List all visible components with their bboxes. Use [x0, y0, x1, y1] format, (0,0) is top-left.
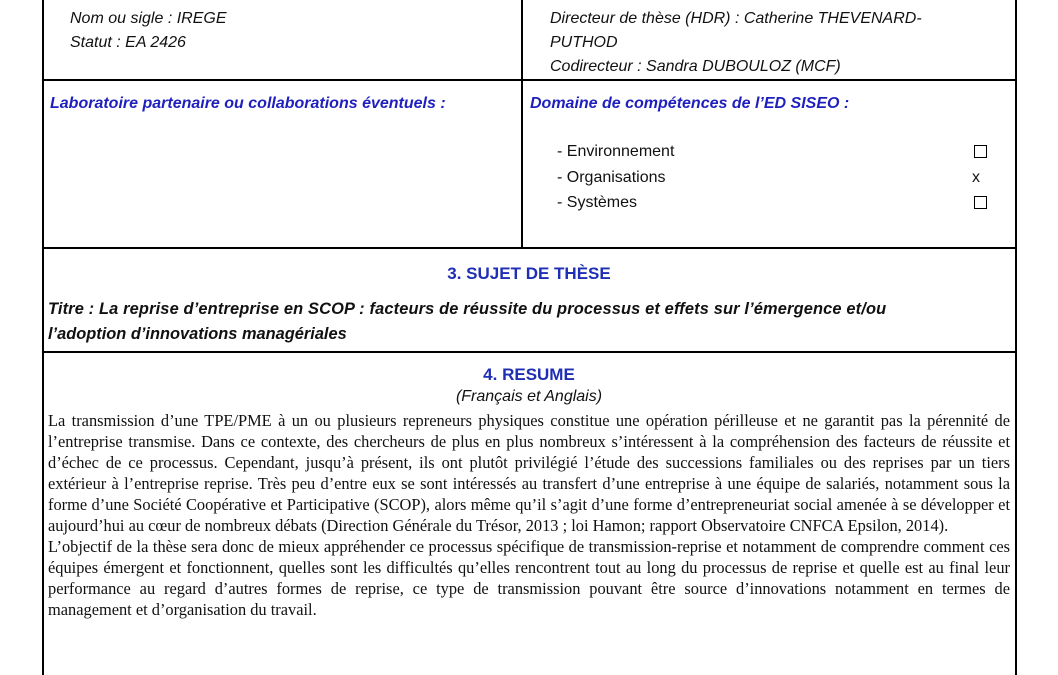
lab-status: Statut : EA 2426 [70, 34, 186, 51]
checkbox-systemes[interactable] [974, 196, 987, 209]
section-3-heading: 3. SUJET DE THÈSE [447, 264, 611, 283]
domain-label: Domaine de compétences de l’ED SISEO : [530, 95, 850, 112]
table-border-middle [521, 0, 523, 248]
table-row-divider-1 [42, 79, 1017, 81]
director-line-2: PUTHOD [550, 34, 618, 51]
thesis-title-line-2: l’adoption d’innovations managériales [48, 325, 347, 343]
table-row-divider-3 [42, 351, 1017, 353]
lab-name: Nom ou sigle : IREGE [70, 10, 227, 27]
table-row-divider-2 [42, 247, 1017, 249]
table-border-right [1015, 0, 1017, 675]
director-line-1: Directeur de thèse (HDR) : Catherine THEVENARD- [550, 10, 922, 27]
domain-item-environnement: - Environnement [557, 143, 675, 160]
thesis-title-line-1: Titre : La reprise d’entreprise en SCOP : facteurs de réussite du processus et effets sur l’émergence et/ou [48, 300, 887, 318]
table-border-left [42, 0, 44, 675]
partner-label: Laboratoire partenaire ou collaborations éventuels : [50, 95, 446, 112]
domain-item-systemes: - Systèmes [557, 194, 638, 211]
abstract-paragraph-2: L’objectif de la thèse sera donc de mieux appréhender ce processus spécifique de transmission-reprise et notamment de comprendre comment ces équipes émergent et fonctionnent, quelles sont les difficultés qu’elles rencontrent tout au long du processus de reprise et quelle est au final leur performance au regard d’autres formes de reprise, ce type de transmission pouvant être source d’innovations notamment en termes de management et d’organisation du travail. [48, 537, 1010, 619]
section-4-subheading: (Français et Anglais) [455, 388, 603, 405]
checkbox-environnement[interactable] [974, 145, 987, 158]
section-4-heading: 4. RESUME [483, 365, 575, 384]
checkbox-organisations-mark[interactable]: x [972, 169, 980, 186]
codirector: Codirecteur : Sandra DUBOULOZ (MCF) [550, 58, 841, 75]
abstract-paragraph-1: La transmission d’une TPE/PME à un ou plusieurs repreneurs physiques constitue une opération périlleuse et ne garantit pas la pérennité de l’entreprise transmise. Dans ce contexte, des chercheurs de plus en plus nombreux s’intéressent à la compréhension des facteurs de réussite et d’échec de ce processus. Cependant, jusqu’à présent, ils ont plutôt privilégié l’étude des successions familiales ou des reprises par un tiers extérieur à l’entreprise reprise. Très peu d’entre eux se sont intéressés au transfert d’une entreprise à une équipe de salariés, notamment sous la forme d’une Société Coopérative et Participative (SCOP), alors même qu’il s’agit d’une forme d’entrepreneuriat social amenée à se développer et aujourd’hui au cœur de nombreux débats (Direction Générale du Trésor, 2013 ; loi Hamon; rapport Observatoire CNFCA Epsilon, 2014). [48, 411, 1010, 535]
domain-item-organisations: - Organisations [557, 169, 666, 186]
abstract-text [48, 410, 1010, 620]
